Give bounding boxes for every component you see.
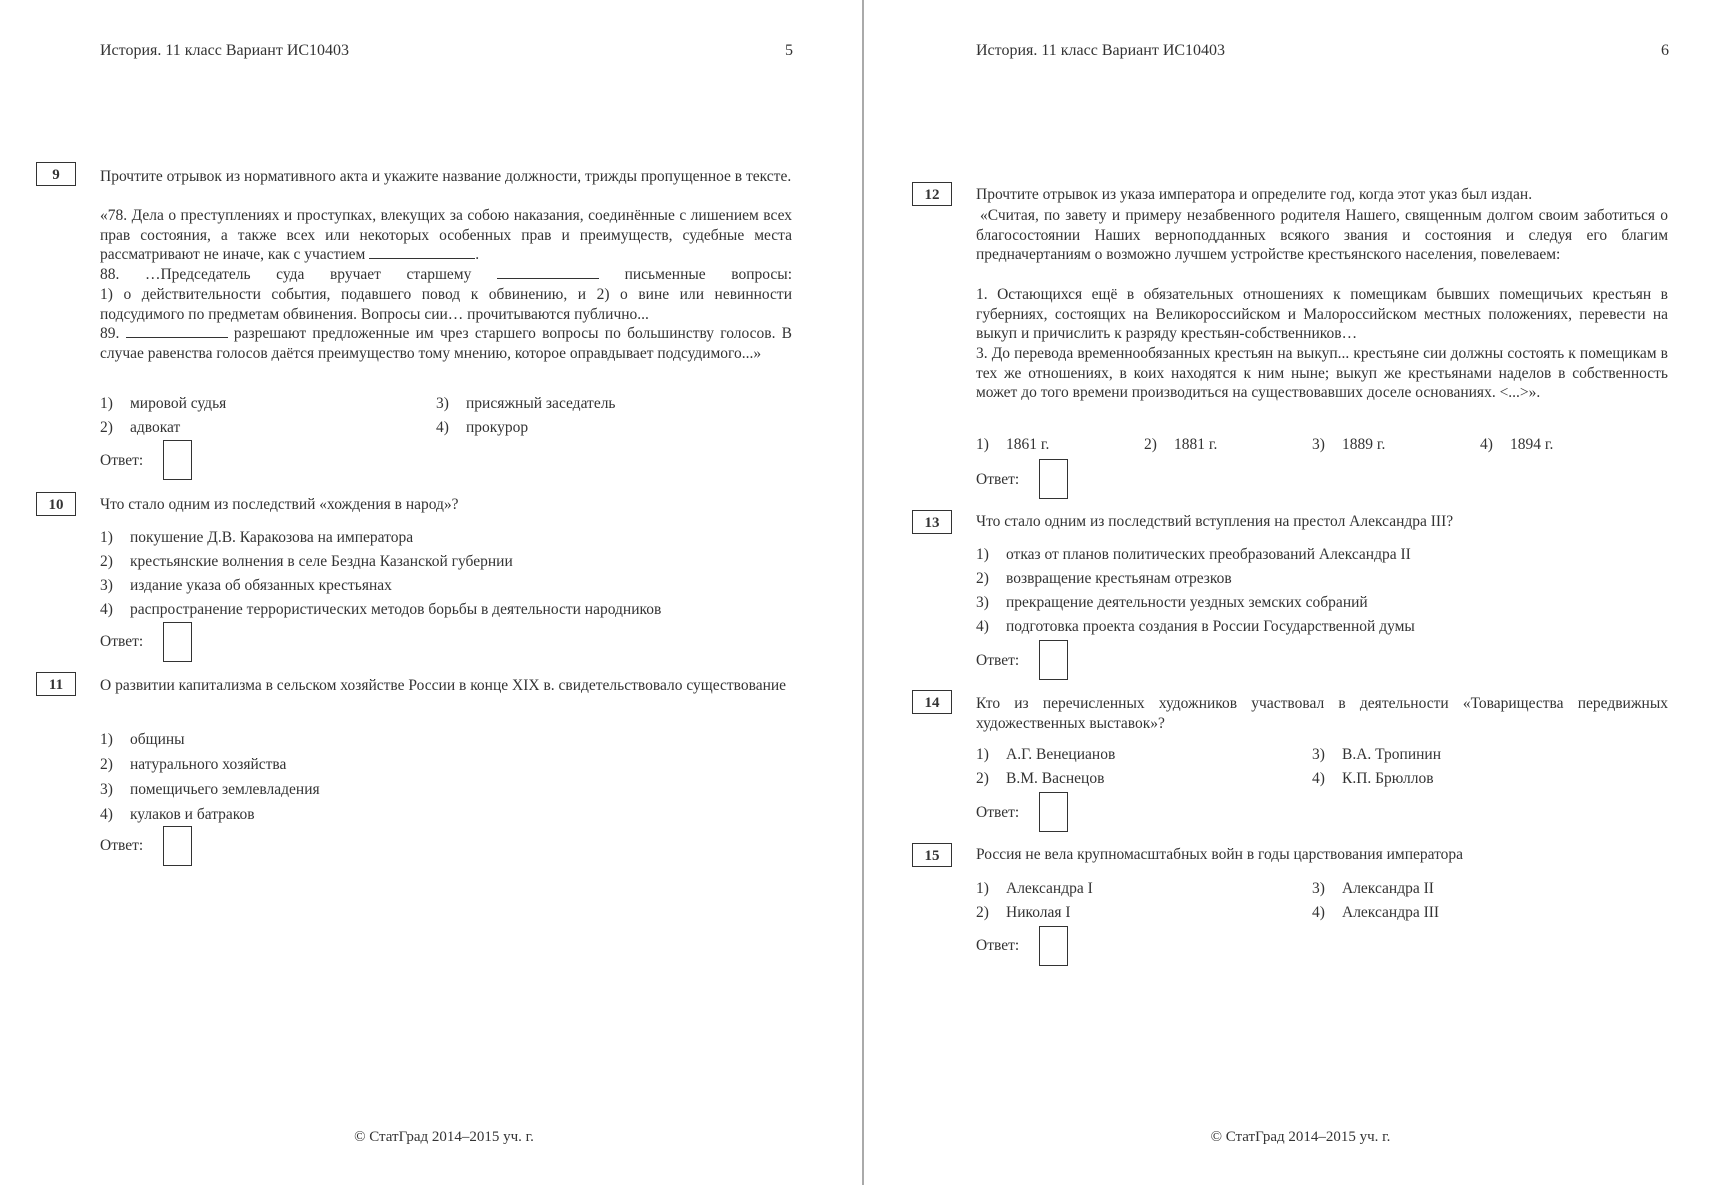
left-page: [0, 0, 862, 1185]
answer-label: Ответ:: [100, 452, 144, 469]
page-footer: © СтатГрад 2014–2015 уч. г.: [1210, 1129, 1391, 1145]
page-footer: © СтатГрад 2014–2015 уч. г.: [354, 1129, 534, 1145]
question-number-15: 15: [912, 843, 952, 867]
q15-option-1: 1) Александра I: [976, 880, 1093, 897]
q9-prompt: Прочтите отрывок из нормативного акта и укажите название должности, трижды пропущенное в тексте.: [100, 168, 792, 185]
q13-answer-box[interactable]: [1039, 640, 1068, 680]
question-number-13: 13: [912, 510, 952, 534]
q9-text-89: 89. разрешают предложенные им чрез старшего вопросы по большинству голосов. В случае равенства голосов даётся преимущество тому мнению, которое оправдывает подсудимого...»: [100, 325, 793, 362]
q10-option-2: 2) крестьянские волнения в селе Бездна Казанской губернии: [100, 553, 513, 570]
q12-paragraph-3: 3. До перевода временнообязанных крестьян на выкуп... крестьяне сии должны состоять к помещикам в тех же отношениях, в коих находятся к ним ныне; выкуп же крестьянами наделов в собственность может до того времени производиться на существовавших доселе основаниях. <...>».: [976, 345, 1668, 402]
q10-option-3: 3) издание указа об обязанных крестьянах: [100, 577, 392, 594]
q10-option-4: 4) распространение террористических методов борьбы в деятельности народников: [100, 601, 662, 618]
q9-option-3: 3) присяжный заседатель: [436, 395, 616, 412]
q13-option-3: 3) прекращение деятельности уездных земских собраний: [976, 594, 1368, 611]
page-number: 5: [785, 42, 793, 59]
q12-paragraph-1: 1. Остающихся ещё в обязательных отношениях к помещикам бывших помещичьих крестьян в губерниях, состоящих на Великороссийском и Малороссийском местных положениях, перевести на выкуп и причислить к разряду крестьян-собственников…: [976, 286, 1668, 343]
q14-option-3: 3) В.А. Тропинин: [1312, 746, 1442, 763]
q13-prompt: Что стало одним из последствий вступления на престол Александра III?: [976, 513, 1454, 530]
question-number-10: 10: [36, 492, 76, 516]
q9-text-questions: 1) о действительности события, подавшего повод к обвинению, и 2) о вине или невинности подсудимого по предметам обвинения. Вопросы сии… прочитываются публично...: [100, 286, 792, 323]
page-header: История. 11 класс Вариант ИС10403: [100, 42, 350, 59]
q11-option-2: 2) натурального хозяйства: [100, 756, 287, 773]
q14-option-1: 1) А.Г. Венецианов: [976, 746, 1116, 763]
blank-field: [369, 246, 475, 259]
q15-prompt: Россия не вела крупномасштабных войн в годы царствования императора: [976, 846, 1464, 863]
q12-quote: «Считая, по завету и примеру незабвенного родителя Нашего, священным долгом своим заботиться о благосостоянии Наших верноподданных всякого звания и состояния и следуя его благим предначертаниям о возможно лучшем устройстве крестьянского населения, повелеваем:: [976, 207, 1668, 264]
q13-option-4: 4) подготовка проекта создания в России Государственной думы: [976, 618, 1415, 635]
q12-option-2: 2) 1881 г.: [1144, 436, 1218, 453]
answer-label: Ответ:: [976, 804, 1020, 821]
q15-answer-box[interactable]: [1039, 926, 1068, 966]
answer-label: Ответ:: [100, 633, 144, 650]
answer-label: Ответ:: [976, 937, 1020, 954]
q12-option-4: 4) 1894 г.: [1480, 436, 1554, 453]
q14-prompt: Кто из перечисленных художников участвовал в деятельности «Товарищества передвижных художественных выставок»?: [976, 695, 1668, 732]
q10-option-1: 1) покушение Д.В. Каракозова на императора: [100, 529, 414, 546]
q9-answer-box[interactable]: [163, 440, 192, 480]
q13-option-2: 2) возвращение крестьянам отрезков: [976, 570, 1232, 587]
q14-option-4: 4) К.П. Брюллов: [1312, 770, 1434, 787]
blank-field: [126, 325, 228, 338]
q9-option-1: 1) мировой судья: [100, 395, 227, 412]
q12-option-3: 3) 1889 г.: [1312, 436, 1386, 453]
q9-text-88: 88. …Председатель суда вручает старшему письменные вопросы:: [100, 266, 793, 283]
blank-field: [497, 266, 599, 279]
question-number-11: 11: [36, 672, 76, 696]
page-number: 6: [1661, 42, 1669, 59]
question-number-12: 12: [912, 182, 952, 206]
q11-prompt: О развитии капитализма в сельском хозяйстве России в конце XIX в. свидетельствовало существование: [100, 677, 787, 694]
q9-text-78: «78. Дела о преступлениях и проступках, влекущих за собою наказания, соединённые с лишением всех прав состояния, а также всех или некоторых особенных прав и преимуществ, судебные места рассматривают не иначе, как с участием .: [100, 207, 792, 264]
answer-label: Ответ:: [976, 471, 1020, 488]
answer-label: Ответ:: [976, 652, 1020, 669]
q12-answer-box[interactable]: [1039, 459, 1068, 499]
q9-option-4: 4) прокурор: [436, 419, 529, 436]
q10-prompt: Что стало одним из последствий «хождения в народ»?: [100, 496, 459, 513]
question-number-14: 14: [912, 690, 952, 714]
right-page: [864, 0, 1725, 1185]
q15-option-2: 2) Николая I: [976, 904, 1071, 921]
q11-answer-box[interactable]: [163, 826, 192, 866]
question-number-9: 9: [36, 162, 76, 186]
q10-answer-box[interactable]: [163, 622, 192, 662]
q11-option-1: 1) общины: [100, 731, 185, 748]
q11-option-4: 4) кулаков и батраков: [100, 806, 255, 823]
q12-option-1: 1) 1861 г.: [976, 436, 1050, 453]
answer-label: Ответ:: [100, 837, 144, 854]
q9-option-2: 2) адвокат: [100, 419, 181, 436]
q15-option-3: 3) Александра II: [1312, 880, 1434, 897]
q11-option-3: 3) помещичьего землевладения: [100, 781, 320, 798]
q14-answer-box[interactable]: [1039, 792, 1068, 832]
q14-option-2: 2) В.М. Васнецов: [976, 770, 1105, 787]
page-header: История. 11 класс Вариант ИС10403: [976, 42, 1226, 59]
q12-prompt: Прочтите отрывок из указа императора и определите год, когда этот указ был издан.: [976, 186, 1533, 203]
q15-option-4: 4) Александра III: [1312, 904, 1440, 921]
q13-option-1: 1) отказ от планов политических преобразований Александра II: [976, 546, 1411, 563]
